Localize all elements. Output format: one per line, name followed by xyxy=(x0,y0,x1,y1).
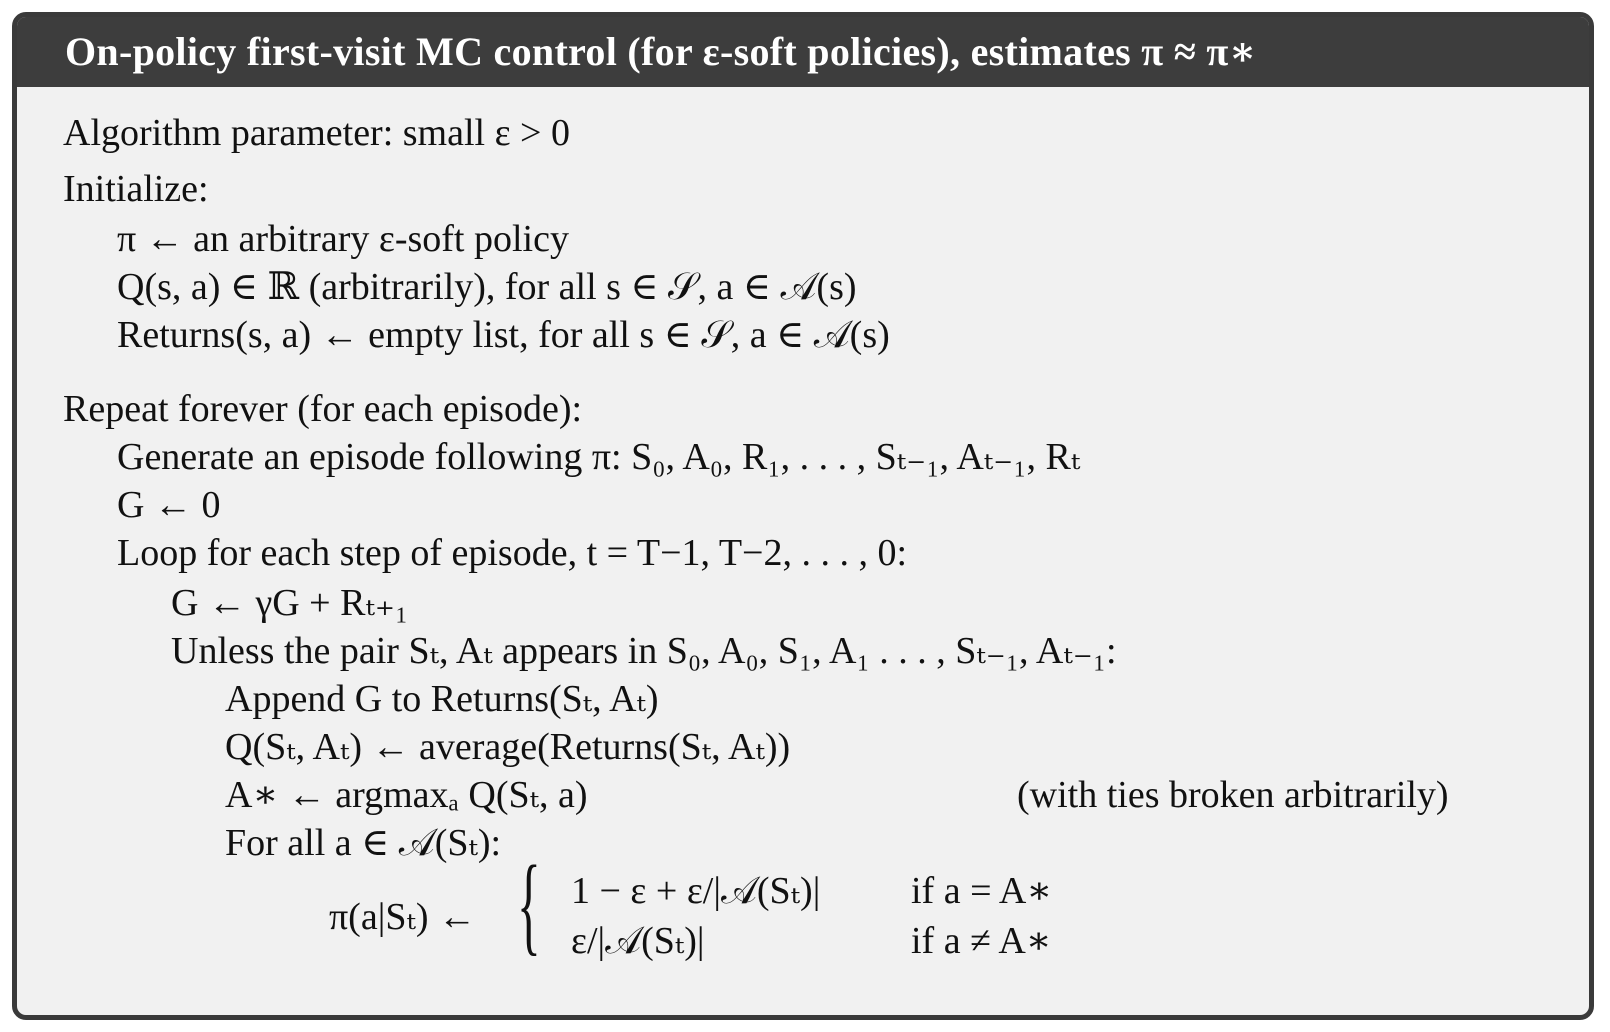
loop-line: Loop for each step of episode, t = T−1, T−2, . . . , 0: xyxy=(117,532,908,574)
q-init-line: Q(s, a) ∈ ℝ (arbitrarily), for all s ∈ 𝒮, a ∈ 𝒜(s) xyxy=(117,266,857,308)
algorithm-title: On-policy first-visit MC control (for ε-soft policies), estimates π ≈ π∗ xyxy=(65,29,1257,74)
q-update-line: Q(Sₜ, Aₜ) ← average(Returns(Sₜ, Aₜ)) xyxy=(225,726,791,768)
algorithm-header xyxy=(17,17,1589,87)
policy-init-line: π ← an arbitrary ε-soft policy xyxy=(117,218,569,260)
param-line: Algorithm parameter: small ε > 0 xyxy=(63,112,570,154)
g-zero-line: G ← 0 xyxy=(117,484,221,526)
case1-value: 1 − ε + ε/|𝒜(Sₜ)| xyxy=(571,870,821,912)
repeat-line: Repeat forever (for each episode): xyxy=(63,388,583,430)
ties-note: (with ties broken arbitrarily) xyxy=(1017,774,1449,816)
policy-update-lhs: π(a|Sₜ) ← xyxy=(329,896,476,938)
returns-init-line: Returns(s, a) ← empty list, for all s ∈ 𝒮, a ∈ 𝒜(s) xyxy=(117,314,890,356)
generate-episode-line: Generate an episode following π: S₀, A₀, R₁, . . . , Sₜ₋₁, Aₜ₋₁, Rₜ xyxy=(117,436,1081,478)
case1-condition: if a = A∗ xyxy=(911,870,1053,912)
unless-line: Unless the pair Sₜ, Aₜ appears in S₀, A₀, S₁, A₁ . . . , Sₜ₋₁, Aₜ₋₁: xyxy=(171,630,1117,672)
initialize-line: Initialize: xyxy=(63,168,209,210)
case2-value: ε/|𝒜(Sₜ)| xyxy=(571,920,705,962)
append-line: Append G to Returns(Sₜ, Aₜ) xyxy=(225,678,659,720)
cases-brace: { xyxy=(517,843,541,965)
algorithm-box xyxy=(12,12,1594,1020)
case2-condition: if a ≠ A∗ xyxy=(911,920,1052,962)
g-update-line: G ← γG + Rₜ₊₁ xyxy=(171,582,409,624)
argmax-line: A∗ ← argmaxₐ Q(Sₜ, a) xyxy=(225,774,588,816)
for-all-line: For all a ∈ 𝒜(Sₜ): xyxy=(225,822,502,864)
